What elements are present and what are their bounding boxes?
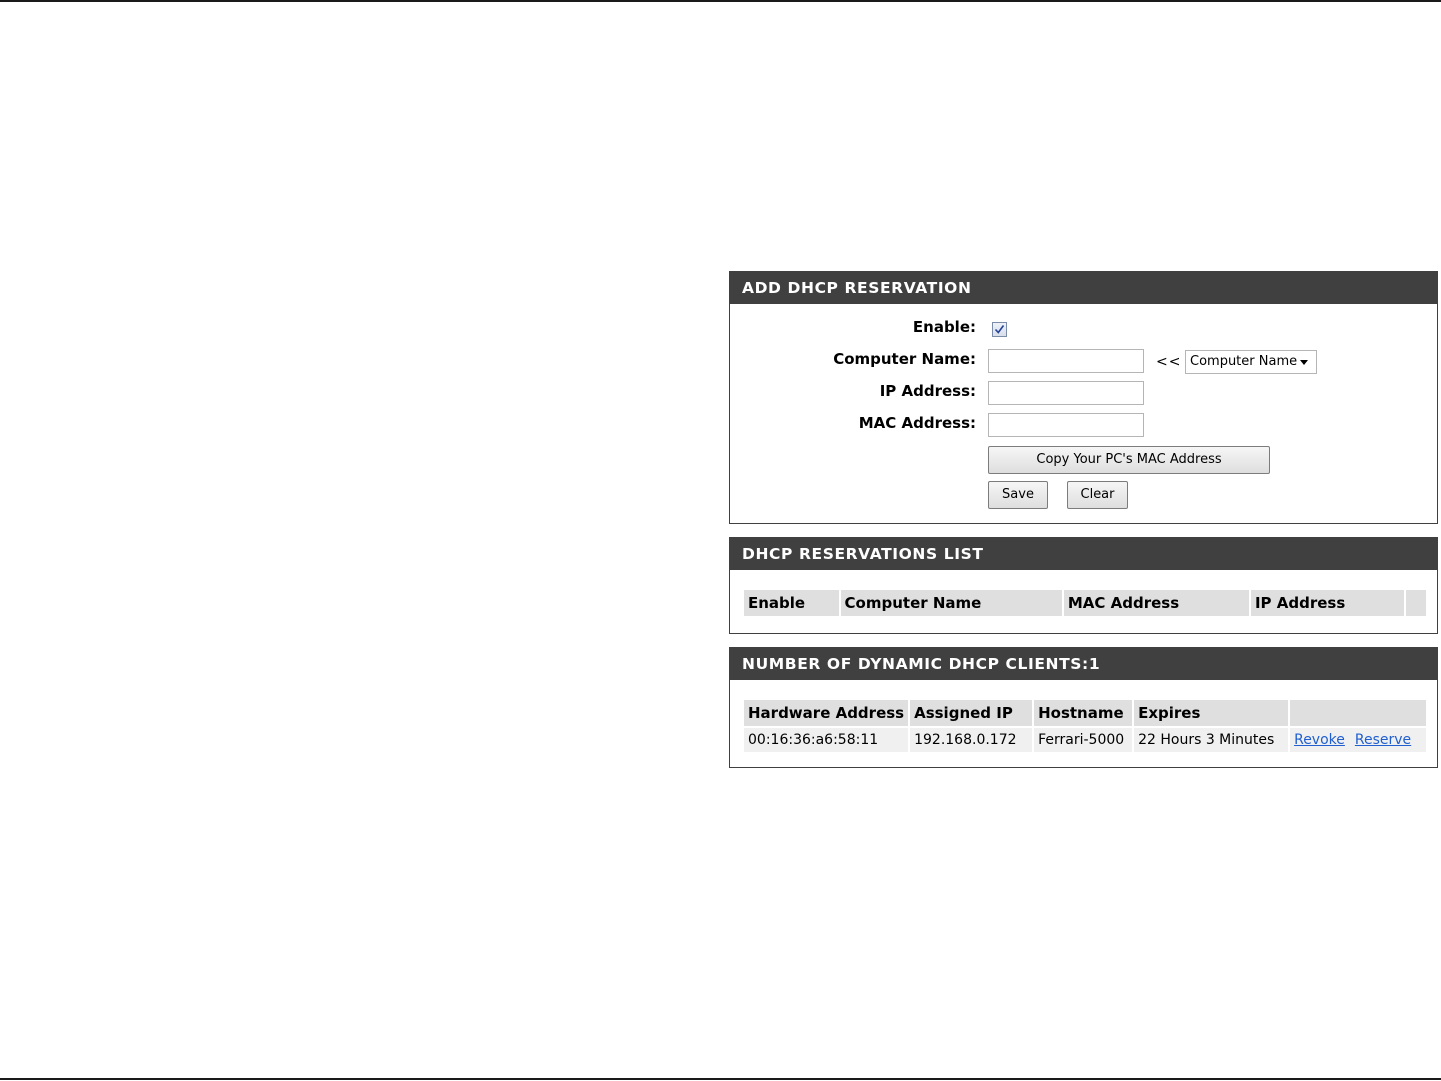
- reservations-table: [742, 588, 1428, 618]
- column-header-assigned-ip: Assigned IP: [910, 700, 1032, 726]
- copy-mac-address-button[interactable]: Copy Your PC's MAC Address: [988, 446, 1270, 474]
- column-header-hardware-address: Hardware Address: [744, 700, 908, 726]
- enable-checkbox[interactable]: [992, 322, 1007, 337]
- reservations-table-header: [744, 590, 1426, 616]
- expires-cell: 22 Hours 3 Minutes: [1134, 728, 1288, 752]
- mac-address-input[interactable]: [988, 413, 1144, 437]
- add-dhcp-reservation-panel: [729, 271, 1438, 524]
- clear-button[interactable]: Clear: [1067, 481, 1128, 509]
- mac-address-label: MAC Address:: [858, 414, 976, 432]
- dynamic-clients-table-header: [744, 700, 1426, 726]
- column-header-actions: [1406, 590, 1426, 616]
- column-header-computer-name: Computer Name: [841, 590, 1062, 616]
- actions-cell: [1290, 728, 1426, 752]
- table-row: [744, 728, 1426, 752]
- bottom-rule: [0, 1078, 1441, 1080]
- column-header-enable: Enable: [744, 590, 839, 616]
- column-header-mac-address: MAC Address: [1064, 590, 1249, 616]
- computer-name-select-value: Computer Name: [1190, 354, 1298, 369]
- ip-address-input[interactable]: [988, 381, 1144, 405]
- column-header-actions: [1290, 700, 1426, 726]
- reserve-link[interactable]: Reserve: [1354, 732, 1412, 748]
- ip-address-label: IP Address:: [879, 382, 976, 400]
- dynamic-dhcp-clients-title: NUMBER OF DYNAMIC DHCP CLIENTS:1: [730, 648, 1437, 680]
- chevron-down-icon: [1300, 360, 1308, 365]
- dhcp-reservations-list-panel: [729, 537, 1438, 634]
- dhcp-reservations-list-title: DHCP RESERVATIONS LIST: [730, 538, 1437, 570]
- top-rule: [0, 0, 1441, 2]
- save-button[interactable]: Save: [988, 481, 1048, 509]
- checkmark-icon: [994, 324, 1005, 335]
- hostname-cell: Ferrari-5000: [1034, 728, 1132, 752]
- computer-name-select[interactable]: [1185, 350, 1317, 374]
- copy-arrow-text: <<: [1156, 354, 1182, 370]
- column-header-ip-address: IP Address: [1251, 590, 1404, 616]
- computer-name-input[interactable]: [988, 349, 1144, 373]
- dynamic-clients-table: [742, 698, 1428, 754]
- column-header-hostname: Hostname: [1034, 700, 1132, 726]
- dynamic-dhcp-clients-panel: [729, 647, 1438, 768]
- computer-name-label: Computer Name:: [833, 350, 976, 368]
- add-dhcp-reservation-title: ADD DHCP RESERVATION: [730, 272, 1437, 304]
- hardware-address-cell: 00:16:36:a6:58:11: [744, 728, 908, 752]
- assigned-ip-cell: 192.168.0.172: [910, 728, 1032, 752]
- revoke-link[interactable]: Revoke: [1294, 732, 1345, 748]
- enable-label: Enable:: [912, 318, 976, 336]
- column-header-expires: Expires: [1134, 700, 1288, 726]
